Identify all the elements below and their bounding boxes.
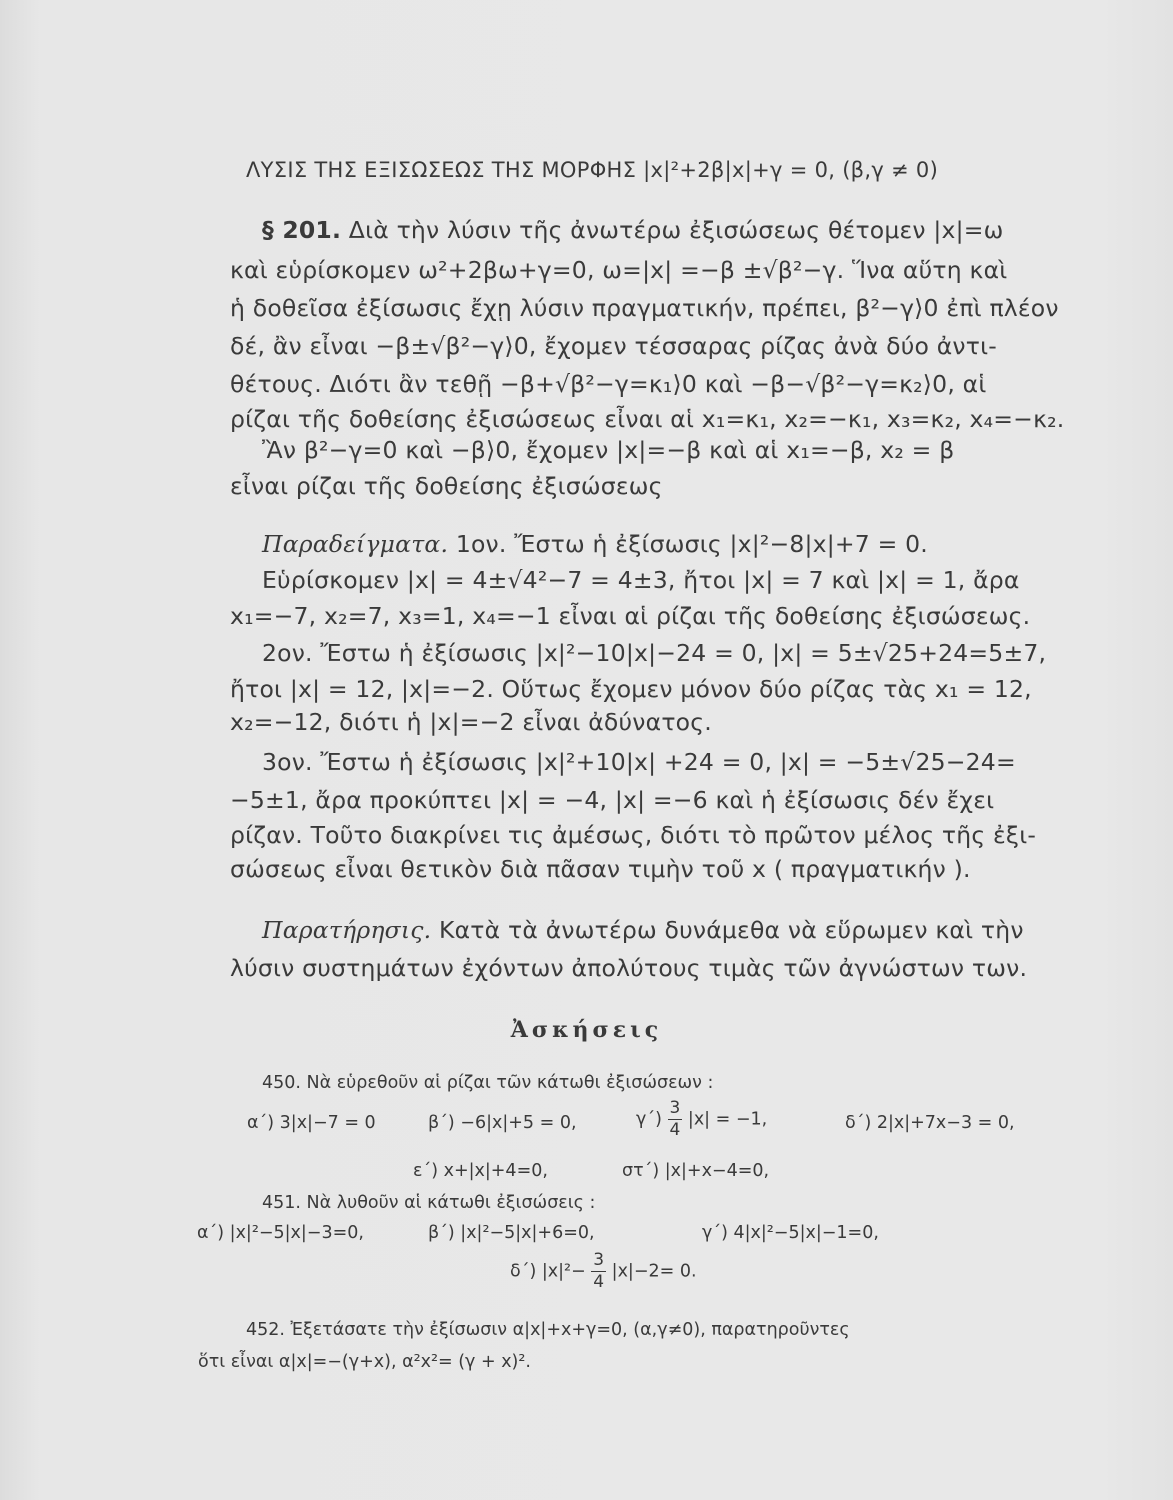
paragraph-line: 2ον. Ἔστω ἡ ἐξίσωσις |x|²−10|x|−24 = 0, |x| = 5±√25+24=5±7, bbox=[262, 639, 1047, 667]
exercise-intro: 451. Νὰ λυθοῦν αἱ κάτωθι ἐξισώσεις : bbox=[262, 1193, 596, 1213]
exercise-text: ὅτι εἶναι α|x|=−(γ+x), α²x²= (γ + x)². bbox=[198, 1352, 531, 1372]
paragraph-line: εἶναι ρίζαι τῆς δοθείσης ἐξισώσεως bbox=[230, 472, 663, 500]
exercise-item: β΄) −6|x|+5 = 0, bbox=[428, 1113, 577, 1133]
exercise-item: α΄) |x|²−5|x|−3=0, bbox=[197, 1223, 364, 1243]
paragraph-line: Εὑρίσκομεν |x| = 4±√4²−7 = 4±3, ἤτοι |x| = 7 καὶ |x| = 1, ἄρα bbox=[262, 566, 1020, 594]
paragraph-line: −5±1, ἄρα προκύπτει |x| = −4, |x| =−6 καὶ ἡ ἐξίσωσις δέν ἔχει bbox=[230, 786, 995, 814]
item-expression: |x| = −1, bbox=[687, 1109, 768, 1130]
remark-heading: Παρατήρησις. bbox=[262, 916, 432, 944]
paragraph-text: Κατὰ τὰ ἀνωτέρω δυνάμεθα νὰ εὕρωμεν καὶ τὴν bbox=[438, 916, 1024, 944]
paragraph-line: λύσιν συστημάτων ἐχόντων ἀπολύτους τιμὰς τῶν ἀγνώστων των. bbox=[230, 954, 1028, 982]
exercise-item: α΄) 3|x|−7 = 0 bbox=[247, 1113, 376, 1133]
exercises-heading: Ἀσκήσεις bbox=[510, 1017, 663, 1043]
paragraph-line: x₁=−7, x₂=7, x₃=1, x₄=−1 εἶναι αἱ ρίζαι τῆς δοθείσης ἐξισώσεως. bbox=[230, 602, 1031, 630]
fraction-denominator: 4 bbox=[669, 1120, 681, 1140]
exercise-item: ε΄) x+|x|+4=0, bbox=[413, 1161, 548, 1181]
item-expression: δ΄) |x|²− bbox=[510, 1261, 586, 1282]
item-label: γ΄) bbox=[636, 1109, 662, 1130]
paragraph-line: ρίζαι τῆς δοθείσης ἐξισώσεως εἶναι αἱ x₁=κ₁, x₂=−κ₁, x₃=κ₂, x₄=−κ₂. bbox=[230, 405, 1065, 433]
paragraph-line bbox=[262, 216, 1004, 244]
paragraph-line: ἡ δοθεῖσα ἐξίσωσις ἔχῃ λύσιν πραγματικήν, πρέπει, β²−γ⟩0 ἐπὶ πλέον bbox=[230, 294, 1059, 322]
paragraph-line: σώσεως εἶναι θετικὸν διὰ πᾶσαν τιμὴν τοῦ x ( πραγματικήν ). bbox=[230, 855, 971, 883]
exercise-item: γ΄) 4|x|²−5|x|−1=0, bbox=[702, 1223, 879, 1243]
paragraph-line: δέ, ἂν εἶναι −β±√β²−γ⟩0, ἔχομεν τέσσαρας ρίζας ἀνὰ δύο ἀντι- bbox=[230, 332, 997, 360]
paragraph-text: Διὰ τὴν λύσιν τῆς ἀνωτέρω ἐξισώσεως θέτομεν |x|=ω bbox=[348, 216, 1004, 244]
paragraph-line: καὶ εὑρίσκομεν ω²+2βω+γ=0, ω=|x| =−β ±√β²−γ. Ἵνα αὕτη καὶ bbox=[230, 256, 1008, 284]
paragraph-text: 1ον. Ἔστω ἡ ἐξίσωσις |x|²−8|x|+7 = 0. bbox=[455, 530, 928, 558]
exercise-item bbox=[636, 1100, 767, 1139]
paragraph-line: ἤτοι |x| = 12, |x|=−2. Οὕτως ἔχομεν μόνον δύο ρίζας τὰς x₁ = 12, bbox=[230, 675, 1032, 703]
fraction bbox=[668, 1100, 683, 1139]
section-title: ΛΥΣΙΣ ΤΗΣ ΕΞΙΣΩΣΕΩΣ ΤΗΣ ΜΟΡΦΗΣ |x|²+2β|x|+γ = 0, (β,γ ≠ 0) bbox=[246, 158, 939, 182]
fraction-numerator: 3 bbox=[669, 1098, 681, 1118]
exercise-intro: 450. Νὰ εὑρεθοῦν αἱ ρίζαι τῶν κάτωθι ἐξισώσεων : bbox=[262, 1073, 714, 1093]
section-number: § 201. bbox=[262, 216, 342, 244]
fraction bbox=[591, 1252, 606, 1291]
paragraph-line: θέτους. Διότι ἂν τεθῇ −β+√β²−γ=κ₁⟩0 καὶ −β−√β²−γ=κ₂⟩0, αἱ bbox=[230, 370, 987, 398]
examples-heading: Παραδείγματα. bbox=[262, 530, 449, 558]
paragraph-line: Ἂν β²−γ=0 καὶ −β⟩0, ἔχομεν |x|=−β καὶ αἱ x₁=−β, x₂ = β bbox=[262, 436, 955, 464]
paragraph-line: x₂=−12, διότι ἡ |x|=−2 εἶναι ἀδύνατος. bbox=[230, 708, 712, 736]
paragraph-line: ρίζαν. Τοῦτο διακρίνει τις ἀμέσως, διότι τὸ πρῶτον μέλος τῆς ἐξι- bbox=[230, 821, 1037, 849]
paragraph-line bbox=[262, 530, 928, 558]
fraction-numerator: 3 bbox=[593, 1250, 605, 1270]
paragraph-line bbox=[262, 916, 1024, 944]
paragraph-line: 3ον. Ἔστω ἡ ἐξίσωσις |x|²+10|x| +24 = 0, |x| = −5±√25−24= bbox=[262, 748, 1016, 776]
exercise-text: 452. Ἐξετάσατε τὴν ἐξίσωσιν α|x|+x+γ=0, (α,γ≠0), παρατηροῦντες bbox=[246, 1320, 850, 1340]
exercise-item: δ΄) 2|x|+7x−3 = 0, bbox=[845, 1113, 1015, 1133]
item-expression: |x|−2= 0. bbox=[611, 1261, 697, 1282]
fraction-denominator: 4 bbox=[593, 1272, 605, 1292]
exercise-item: β΄) |x|²−5|x|+6=0, bbox=[428, 1223, 595, 1243]
exercise-item bbox=[510, 1252, 697, 1291]
exercise-item: στ΄) |x|+x−4=0, bbox=[622, 1161, 770, 1181]
